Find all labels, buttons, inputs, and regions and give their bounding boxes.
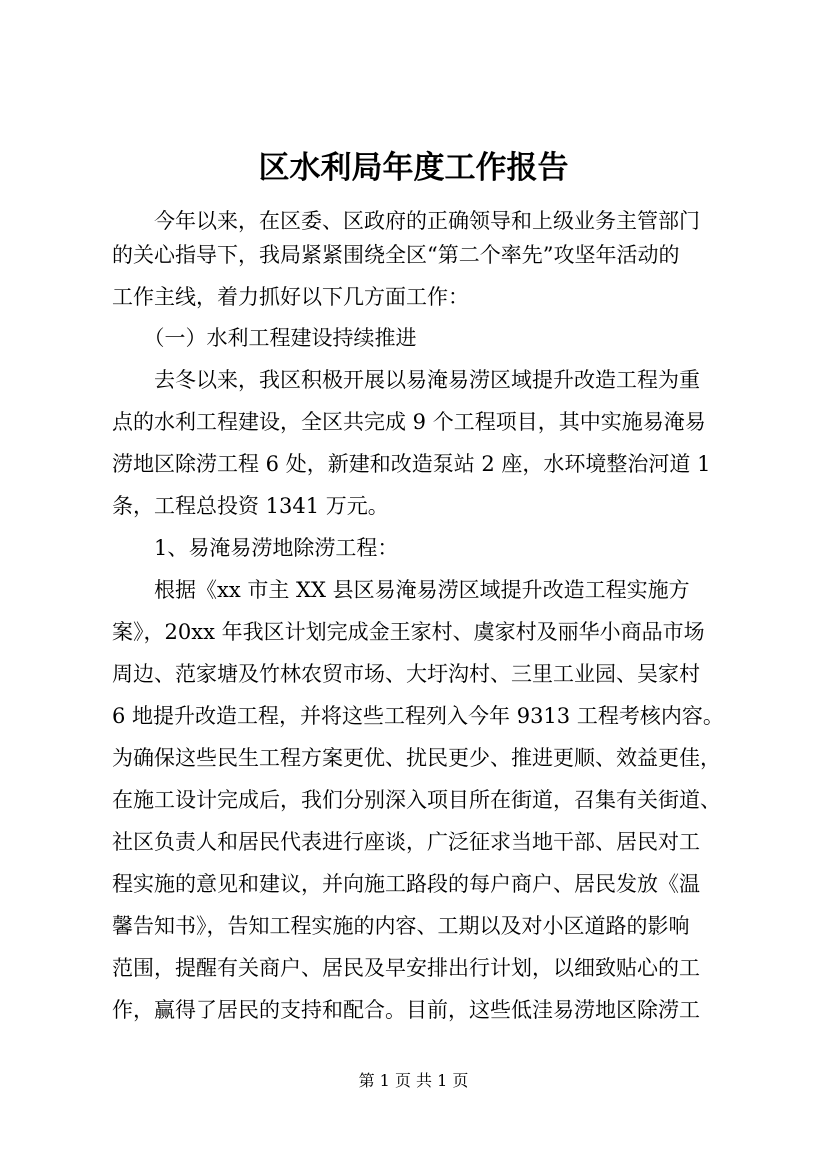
body-line: 去冬以来，我区积极开展以易淹易涝区域提升改造工程为重 xyxy=(112,368,700,392)
page-number-footer: 第 1 页 共 1 页 xyxy=(358,1071,469,1090)
body-line: 在施工设计完成后，我们分别深入项目所在街道，召集有关街道、 xyxy=(112,788,721,812)
body-line: 程实施的意见和建议，并向施工路段的每户商户、居民发放《温 xyxy=(112,872,700,896)
body-line: 工作主线，着力抓好以下几方面工作： xyxy=(112,285,469,309)
body-line: 社区负责人和居民代表进行座谈，广泛征求当地干部、居民对工 xyxy=(112,830,700,854)
body-line: 点的水利工程建设，全区共完成 9 个工程项目，其中实施易淹易 xyxy=(112,410,706,434)
body-line: 馨告知书》，告知工程实施的内容、工期以及对小区道路的影响 xyxy=(112,914,690,938)
body-line: 为确保这些民生工程方案更优、扰民更少、推进更顺、效益更佳， xyxy=(112,746,721,770)
body-line: 6 地提升改造工程，并将这些工程列入今年 9313 工程考核内容。 xyxy=(112,704,724,728)
document-title: 区水利局年度工作报告 xyxy=(258,150,569,186)
body-line: 今年以来，在区委、区政府的正确领导和上级业务主管部门 xyxy=(112,209,700,233)
body-line: 根据《xx 市主 XX 县区易淹易涝区域提升改造工程实施方 xyxy=(112,578,690,602)
body-line: 作，赢得了居民的支持和配合。目前，这些低洼易涝地区除涝工 xyxy=(112,998,700,1022)
body-line: 涝地区除涝工程 6 处，新建和改造泵站 2 座，水环境整治河道 1 xyxy=(112,452,711,476)
body-line: 条，工程总投资 1341 万元。 xyxy=(112,494,389,518)
body-line: 的关心指导下，我局紧紧围绕全区“第二个率先”攻坚年活动的 xyxy=(112,243,680,267)
body-line: 案》，20xx 年我区计划完成金王家村、虞家村及丽华小商品市场 xyxy=(112,620,705,644)
body-line: 周边、范家塘及竹林农贸市场、大圩沟村、三里工业园、吴家村 xyxy=(112,662,700,686)
subsection-heading: 1、易淹易涝地除涝工程： xyxy=(112,536,399,560)
body-line: 范围，提醒有关商户、居民及早安排出行计划，以细致贴心的工 xyxy=(112,956,700,980)
section-heading: （一）水利工程建设持续推进 xyxy=(112,326,417,350)
